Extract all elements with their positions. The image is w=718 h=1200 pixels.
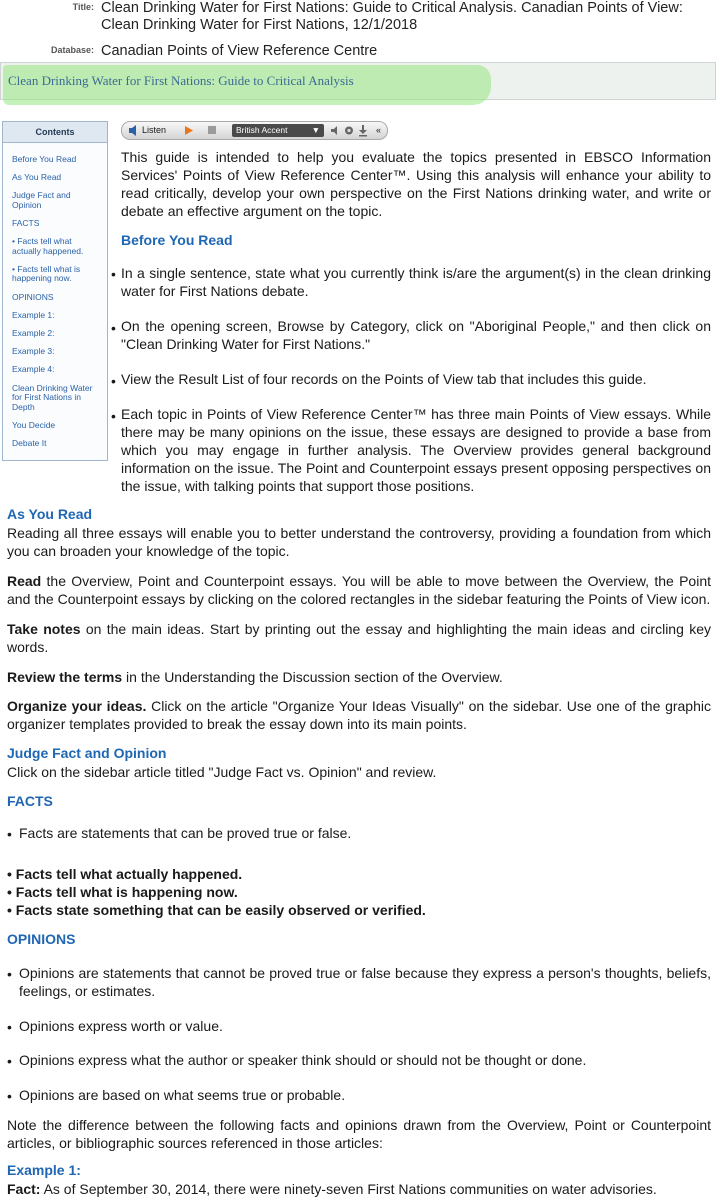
- before-bullet-4-text: Each topic in Points of View Reference Center™ has three main Points of View essays. While there may be many opinions on the issue, these essays are designed to provide a base from which you may engage in further analysis. The Overview provides general background information on the issue. The Point and Counterpoint essays present opposing perspectives on the issue, with talking points that support those positions.: [121, 406, 711, 494]
- record-title: Clean Drinking Water for First Nations: Guide to Critical Analysis. Canadian Points of View: Clean Drinking Water for First Nations, 12/1/2018: [101, 0, 683, 33]
- contents-link-example-2[interactable]: Example 2:: [12, 328, 55, 338]
- contents-link-as-you-read[interactable]: As You Read: [12, 172, 62, 183]
- before-bullet-2: On the opening screen, Browse by Category, click on "Aboriginal People," and then click on "Clean Drinking Water for First Nations.": [121, 318, 711, 352]
- facts-point-3: [7, 901, 711, 919]
- read-step: [7, 572, 711, 608]
- before-bullet-4: [121, 405, 711, 495]
- contents-link-example-3[interactable]: Example 3:: [12, 346, 55, 357]
- speaker-icon[interactable]: [128, 122, 138, 139]
- take-notes-step: [7, 620, 711, 656]
- database-name: Canadian Points of View Reference Centre: [101, 43, 378, 59]
- opinions-bullet-3: Opinions express what the author or speaker think should or should not be thought or done.: [19, 1052, 587, 1068]
- take-notes-text: on the main ideas. Start by printing out the essay and highlighting the main ideas and circling key words.: [7, 621, 711, 655]
- contents-list: [3, 143, 107, 448]
- organize-ideas-step: [7, 697, 711, 733]
- facts-heading: FACTS: [7, 793, 53, 809]
- contents-sidebar: [2, 121, 108, 461]
- bullet-dot: •: [111, 266, 116, 282]
- facts-point-2-text: • Facts tell what is happening now.: [7, 884, 238, 900]
- before-bullet-3: View the Result List of four records on the Points of View tab that includes this guide.: [121, 371, 647, 387]
- as-you-read-intro: Reading all three essays will enable you to better understand the controversy, providing a foundation from which you can broaden your knowledge of the topic.: [7, 525, 711, 559]
- contents-link-debate-it[interactable]: Debate It: [12, 437, 47, 448]
- settings-gear-icon[interactable]: [343, 122, 355, 139]
- bullet-dot: •: [7, 826, 12, 842]
- organize-ideas-lead: Organize your ideas.: [7, 698, 147, 714]
- read-step-text: the Overview, Point and Counterpoint essays. You will be able to move between the Overview, the Point and the Counterpoint essays by clicking on the colored rectangles in the sidebar featuring the Points of View icon.: [7, 573, 711, 607]
- opinions-heading: OPINIONS: [7, 931, 76, 947]
- note-paragraph: Note the difference between the following facts and opinions drawn from the Overview, Point or Counterpoint articles, or bibliographic sources referenced in those articles:: [7, 1117, 711, 1151]
- bullet-dot: •: [111, 373, 116, 389]
- facts-point-3-text: • Facts state something that can be easily observed or verified.: [7, 902, 426, 918]
- before-bullet-1: In a single sentence, state what you currently think is/are the argument(s) in the clean drinking water for First Nations debate.: [121, 265, 711, 299]
- as-you-read-heading: As You Read: [7, 506, 93, 522]
- contents-link-you-decide[interactable]: You Decide: [12, 419, 56, 430]
- article-title: Clean Drinking Water for First Nations: Guide to Critical Analysis: [8, 73, 354, 88]
- title-label: Title:: [72, 2, 94, 12]
- play-icon[interactable]: [184, 122, 194, 139]
- facts-point-1: [7, 865, 711, 883]
- accent-select[interactable]: [232, 124, 324, 137]
- facts-point-2: [7, 883, 711, 901]
- example-1-heading: Example 1:: [7, 1162, 81, 1178]
- judge-text: Click on the sidebar article titled "Judge Fact vs. Opinion" and review.: [7, 764, 437, 780]
- review-terms-step: [7, 668, 711, 686]
- bullet-dot: •: [111, 320, 116, 336]
- facts-point-1-text: • Facts tell what actually happened.: [7, 866, 243, 882]
- bullet-dot: •: [111, 408, 116, 424]
- organize-ideas-text: Click on the article "Organize Your Ideas Visually" on the sidebar. Use one of the graphic organizer templates provided to break the essay down into its main points.: [7, 698, 711, 732]
- judge-heading: Judge Fact and Opinion: [7, 745, 167, 761]
- review-terms-text: in the Understanding the Discussion section of the Overview.: [122, 669, 503, 685]
- contents-link-judge-fact-opinion[interactable]: Judge Fact and Opinion: [12, 190, 71, 210]
- opinions-bullet-2: Opinions express worth or value.: [19, 1018, 223, 1034]
- contents-link-opinions[interactable]: OPINIONS: [12, 291, 54, 302]
- chevron-down-icon: ▼: [311, 125, 320, 135]
- contents-link-facts[interactable]: FACTS: [12, 218, 40, 229]
- take-notes-lead: Take notes: [7, 621, 81, 637]
- database-label: Database:: [50, 45, 94, 55]
- contents-link-in-depth[interactable]: Clean Drinking Water for First Nations in Depth: [12, 382, 93, 412]
- download-icon[interactable]: [358, 122, 368, 139]
- example-1-fact-text: As of September 30, 2014, there were ninety-seven First Nations communities on water advisories.: [40, 1181, 657, 1197]
- bullet-dot: •: [7, 1053, 12, 1069]
- read-step-lead: Read: [7, 573, 42, 589]
- contents-link-facts-happened[interactable]: • Facts tell what actually happened.: [12, 236, 84, 256]
- stop-icon[interactable]: [207, 122, 217, 139]
- before-you-read-heading: Before You Read: [121, 232, 233, 248]
- listen-toolbar: [121, 121, 388, 140]
- bullet-dot: •: [7, 966, 12, 982]
- intro-paragraph: This guide is intended to help you evaluate the topics presented in EBSCO Information Services' Points of View Reference Center™. Using this analysis will enhance your ability to read critically, develop your own perspective on the First Nations drinking water, and write or debate an effective argument on the topic.: [121, 149, 711, 219]
- example-1-fact: [7, 1180, 711, 1198]
- volume-icon[interactable]: [330, 122, 340, 139]
- review-terms-lead: Review the terms: [7, 669, 123, 685]
- bullet-dot: •: [7, 1019, 12, 1035]
- opinions-bullet-1: Opinions are statements that cannot be proved true or false because they express a person's thoughts, beliefs, feelings, or estimates.: [19, 965, 711, 999]
- example-1-fact-label: Fact:: [7, 1181, 41, 1197]
- contents-header: Contents: [3, 122, 107, 143]
- bullet-dot: •: [7, 1088, 12, 1104]
- facts-bullet: Facts are statements that can be proved true or false.: [19, 825, 352, 841]
- collapse-button[interactable]: «: [376, 125, 382, 135]
- accent-value: British Accent: [236, 125, 288, 135]
- article-title-bar: [0, 62, 716, 100]
- listen-button[interactable]: Listen: [142, 125, 167, 135]
- opinions-bullet-4: Opinions are based on what seems true or probable.: [19, 1087, 346, 1103]
- contents-link-example-4[interactable]: Example 4:: [12, 364, 55, 375]
- contents-link-example-1[interactable]: Example 1:: [12, 309, 55, 320]
- contents-link-facts-now[interactable]: • Facts tell what is happening now.: [12, 263, 81, 284]
- contents-link-before-you-read[interactable]: Before You Read: [12, 154, 77, 164]
